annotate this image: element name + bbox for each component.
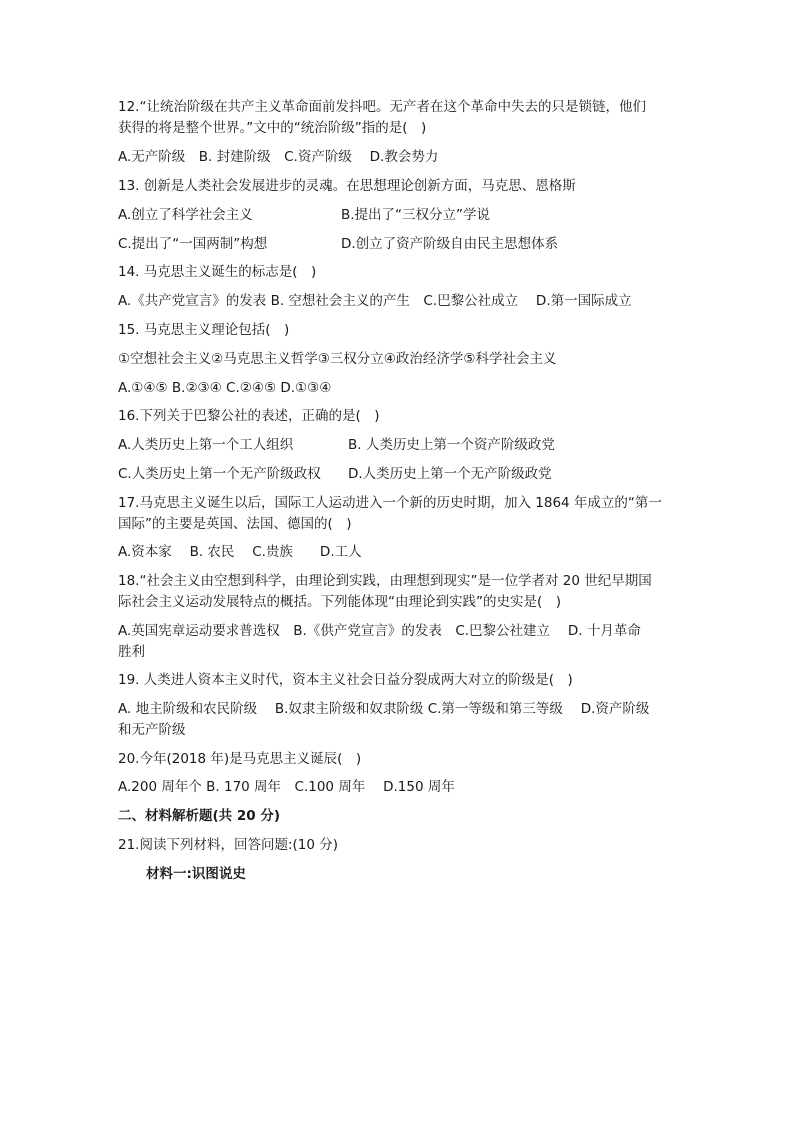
section-2-title: 二、材料解析题(共 20 分) <box>118 808 281 824</box>
q18-line-1: 18.“社会主义由空想到科学，由理论到实践，由理想到现实”是一位学者对 20 世纪早期国 <box>118 573 652 589</box>
q13-option-b: B.提出了“三权分立”学说 <box>341 207 491 223</box>
q16-option-a: A.人类历史上第一个工人组织 <box>118 437 294 453</box>
q20-options: A.200 周年个 B. 170 周年 C.100 周年 D.150 周年 <box>118 779 455 795</box>
q19-options-cont: 和无产阶级 <box>118 722 186 738</box>
q16-option-d: D.人类历史上第一个无产阶级政党 <box>348 466 552 482</box>
q12-options: A.无产阶级 B. 封建阶级 C.资产阶级 D.教会势力 <box>118 149 439 165</box>
q14-options: A.《共产党宣言》的发表 B. 空想社会主义的产生 C.巴黎公社成立 D.第一国际成立 <box>118 293 632 309</box>
q21-stem: 21.阅读下列材料，回答问题:(10 分) <box>118 837 339 853</box>
q20-stem: 20.今年(2018 年)是马克思主义诞辰( ) <box>118 751 362 767</box>
q14-stem: 14. 马克思主义诞生的标志是( ) <box>118 264 317 280</box>
q12-line-1: 12.“让统治阶级在共产主义革命面前发抖吧。无产者在这个革命中失去的只是锁链，他们 <box>118 99 646 115</box>
q21-material-1-label: 材料一:识图说史 <box>146 866 246 882</box>
q16-stem: 16.下列关于巴黎公社的表述，正确的是( ) <box>118 408 380 424</box>
q15-items: ①空想社会主义②马克思主义哲学③三权分立④政治经济学⑤科学社会主义 <box>118 351 557 367</box>
q12-line-2: 获得的将是整个世界。”文中的“统治阶级”指的是( ) <box>118 120 427 136</box>
q19-options: A. 地主阶级和农民阶级 B.奴隶主阶级和奴隶阶级 C.第一等级和第三等级 D.资产阶级 <box>118 701 650 717</box>
q17-options: A.资本家 B. 农民 C.贵族 D.工人 <box>118 544 362 560</box>
q13-stem: 13. 创新是人类社会发展进步的灵魂。在思想理论创新方面，马克思、恩格斯 <box>118 178 576 194</box>
q18-options: A.英国宪章运动要求普选权 B.《供产党宣言》的发表 C.巴黎公社建立 D. 十月革命 <box>118 623 641 639</box>
q18-options-cont: 胜利 <box>118 644 145 660</box>
q13-option-d: D.创立了资产阶级自由民主思想体系 <box>341 236 559 252</box>
q17-line-1: 17.马克思主义诞生以后，国际工人运动进入一个新的历史时期，加入 1864 年成立的“第一 <box>118 495 662 511</box>
q16-option-b: B. 人类历史上第一个资产阶级政党 <box>348 437 555 453</box>
q15-options: A.①④⑤ B.②③④ C.②④⑤ D.①③④ <box>118 380 332 396</box>
q13-option-a: A.创立了科学社会主义 <box>118 207 253 223</box>
q19-stem: 19. 人类进人资本主义时代，资本主义社会日益分裂成两大对立的阶级是( ) <box>118 672 573 688</box>
q16-option-c: C.人类历史上第一个无产阶级政权 <box>118 466 321 482</box>
q13-option-c: C.提出了“一国两制”构想 <box>118 236 268 252</box>
q15-stem: 15. 马克思主义理论包括( ) <box>118 322 290 338</box>
q18-line-2: 际社会主义运动发展特点的概括。下列能体现“由理论到实践”的史实是( ) <box>118 594 562 610</box>
q17-line-2: 国际”的主要是英国、法国、德国的( ) <box>118 516 352 532</box>
